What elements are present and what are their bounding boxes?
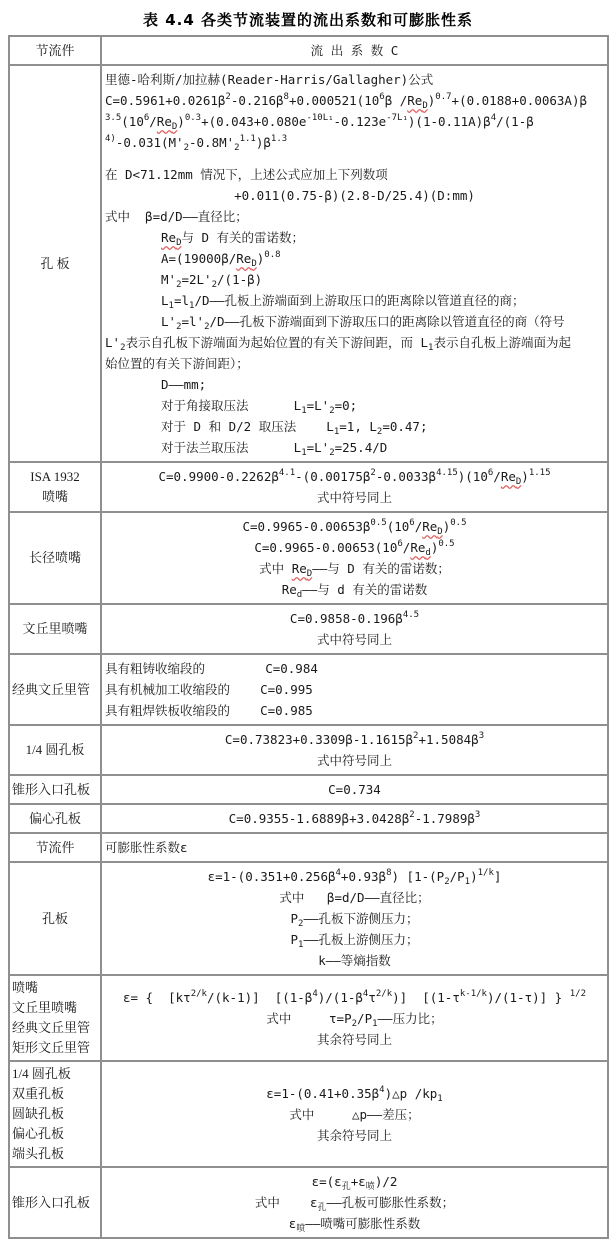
device-cell: 孔板 xyxy=(9,862,101,975)
table-body xyxy=(9,36,608,1238)
formula-line: 式中 $\varepsilon_孔——$孔板可膨胀性系数； xyxy=(254,1195,455,1213)
formula-line: 式中 $Re_D——$与 D 有关的雷诺数； xyxy=(259,561,450,579)
formula-line: 对于角接取压法 $L_1=L'_2=0$; xyxy=(161,398,358,416)
table-row xyxy=(9,804,608,833)
device-cell: 孔 板 xyxy=(9,65,101,462)
formula-line: 具有机械加工收缩段的 C=0.995 xyxy=(105,682,313,697)
device-cell: 锥形入口孔板 xyxy=(9,775,101,804)
table-row xyxy=(9,833,608,862)
device-cell: 偏心孔板 xyxy=(9,804,101,833)
formula-line: 在 D<71.12mm 情况下，上述公式应加上下列数项 xyxy=(105,167,388,182)
formula-line: $^{4)}-0.031(M'_2-0.8M'_2^{1.1})\beta^{1.3}$ xyxy=(105,134,288,153)
device-cell: 节流件 xyxy=(9,36,101,65)
formula-line: $M'_2=2L'_2/(1-\beta)$ xyxy=(161,272,263,290)
formula-line: 式中符号同上 xyxy=(316,490,392,505)
formula-line: 对于法兰取压法 $L_1=L'_2=25.4/D$ xyxy=(161,440,388,458)
formula-line: $L_1=l_1/D——$孔板上游端面到上游取压口的距离除以管道直径的商； xyxy=(161,293,525,311)
formula-line: $A=(19000\beta/Re_D)^{0.8}$ xyxy=(161,250,281,269)
device-cell: 1/4 圆孔板 双重孔板 圆缺孔板 偏心孔板 端头孔板 xyxy=(9,1061,101,1167)
table-row xyxy=(9,462,608,512)
device-cell: 经典文丘里管 xyxy=(9,654,101,725)
device-cell: 喷嘴 文丘里喷嘴 经典文丘里管 矩形文丘里管 xyxy=(9,975,101,1061)
content-cell xyxy=(101,975,608,1061)
table-row xyxy=(9,654,608,725)
formula-line: $P_1——$孔板上游侧压力； xyxy=(290,932,419,950)
content-cell xyxy=(101,775,608,804)
table-title: 表 4.4 各类节流装置的流出系数和可膨胀性系 xyxy=(142,11,474,29)
formula-line: $C=0.9355-1.6889\beta+3.0428\beta^2-1.7989\beta^3$ xyxy=(228,810,481,826)
formula-line: +0.011(0.75-β)(2.8-D/25.4)(D:mm) xyxy=(234,188,475,203)
device-cell: 节流件 xyxy=(9,833,101,862)
formula-line: 始位置的有关下游间距）； xyxy=(105,356,249,371)
content-cell xyxy=(101,604,608,654)
device-cell: ISA 1932 喷嘴 xyxy=(9,462,101,512)
formula-line: $C=0.9858-0.196\beta^{4.5}$ xyxy=(289,610,420,626)
formula-line: $C=0.5961+0.0261\beta^2-0.216\beta^8+0.000521(10^6\beta$ $/Re_D)^{0.7}+(0.0188+0.0063A)\beta$ xyxy=(105,92,588,111)
table-row xyxy=(9,775,608,804)
formula-line: ε= { $[k\tau^{2/k}/(k-1)]$ $[(1-\beta^4)/(1-\beta^4\tau^{2/k})]$ $[(1-\tau^{k-1/k})/(1-\tau)]$ } $^{1/2}$ xyxy=(122,988,587,1005)
table-row xyxy=(9,1167,608,1238)
formula-line: $\varepsilon=1-(0.41+0.35\beta^4)\triangle p$ $/kp_1$ xyxy=(266,1084,443,1104)
table-row xyxy=(9,36,608,65)
content-cell xyxy=(101,512,608,604)
content-cell xyxy=(101,862,608,975)
formula-line: $Re_D$与 D 有关的雷诺数； xyxy=(161,230,305,248)
formula-line: 式中符号同上 xyxy=(316,753,392,768)
formula-line: k——等熵指数 xyxy=(318,953,391,968)
formula-line: 可膨胀性系数ε xyxy=(105,840,188,855)
device-cell: 长径喷嘴 xyxy=(9,512,101,604)
device-cell: 锥形入口孔板 xyxy=(9,1167,101,1238)
formula-line: 式中 β=d/D——直径比； xyxy=(279,890,430,905)
formula-line: C=0.734 xyxy=(328,782,381,797)
formula-line: 式中 β=d/D——直径比； xyxy=(105,209,248,224)
formula-line: 式中 $\tau=P_2/P_1——$压力比； xyxy=(266,1010,443,1029)
content-cell xyxy=(101,65,608,462)
content-cell xyxy=(101,1167,608,1238)
formula-line: 式中 △p——差压； xyxy=(289,1106,420,1122)
formula-line: $C=0.9900-0.2262\beta^{4.1}-(0.00175\beta^2-0.0033\beta^{4.15})(10^6/Re_D)^{1.15}$ xyxy=(158,468,551,487)
content-cell xyxy=(101,462,608,512)
formula-line: $\varepsilon=(\varepsilon_孔+\varepsilon_喷)/2$ xyxy=(311,1174,398,1192)
formula-line: $L'_2=l'_2/D——$孔板下游端面到下游取压口的距离除以管道直径的商（符号 xyxy=(161,314,565,332)
formula-line: $C=0.73823+0.3309\beta-1.1615\beta^2+1.5084\beta^3$ xyxy=(224,731,485,747)
formula-line: D——mm; xyxy=(161,377,207,392)
content-cell xyxy=(101,725,608,775)
device-cell: 文丘里喷嘴 xyxy=(9,604,101,654)
formula-line: 其余符号同上 xyxy=(316,1031,392,1047)
formula-line: $C=0.9965-0.00653(10^6/Re_d)^{0.5}$ xyxy=(254,539,455,558)
table-row xyxy=(9,862,608,975)
content-cell xyxy=(101,804,608,833)
device-cell: 1/4 圆孔板 xyxy=(9,725,101,775)
formula-line: 具有粗铸收缩段的 C=0.984 xyxy=(105,661,318,676)
formula-line: $\varepsilon=1-(0.351+0.256\beta^4+0.93\beta^8)$ $[1-(P_2/P_1)^{1/k}]$ xyxy=(207,868,502,887)
content-cell xyxy=(101,654,608,725)
formula-line: $L'_2$表示自孔板下游端面为起始位置的有关下游间距，而 $L_1$表示自孔板上游端面为起 xyxy=(105,335,571,353)
formula-line: 流 出 系 数 C xyxy=(310,43,399,58)
table-row xyxy=(9,1061,608,1167)
content-cell xyxy=(101,833,608,862)
table-row xyxy=(9,975,608,1061)
table-row xyxy=(9,65,608,462)
throttling-device-table xyxy=(8,35,609,1239)
formula-line: 对于 D 和 D/2 取压法 $L_1=1$, $L_2=0.47$; xyxy=(161,419,428,437)
formula-line: $^{3.5}(10^6/Re_D)^{0.3}+(0.043+0.080e^{-10L_1}-0.123e^{-7L_1})(1-0.11A)\beta^4/(1-\beta$ xyxy=(105,113,534,132)
formula-line: $P_2——$孔板下游侧压力； xyxy=(290,911,419,929)
content-cell xyxy=(101,36,608,65)
formula-line: 里德-哈利斯/加拉赫(Reader-Harris/Gallagher)公式 xyxy=(105,72,434,87)
table-row xyxy=(9,725,608,775)
formula-line: $C=0.9965-0.00653\beta^{0.5}(10^6/Re_D)^{0.5}$ xyxy=(242,518,467,537)
table-row xyxy=(9,512,608,604)
table-row xyxy=(9,604,608,654)
formula-line: $Re_d——$与 d 有关的雷诺数 xyxy=(281,582,428,600)
formula-line: 其余符号同上 xyxy=(316,1127,392,1143)
formula-line: 具有粗焊铁板收缩段的 C=0.985 xyxy=(105,703,313,718)
formula-line: 式中符号同上 xyxy=(316,632,392,647)
content-cell xyxy=(101,1061,608,1167)
formula-line: $\varepsilon_喷——$喷嘴可膨胀性系数 xyxy=(288,1216,421,1234)
